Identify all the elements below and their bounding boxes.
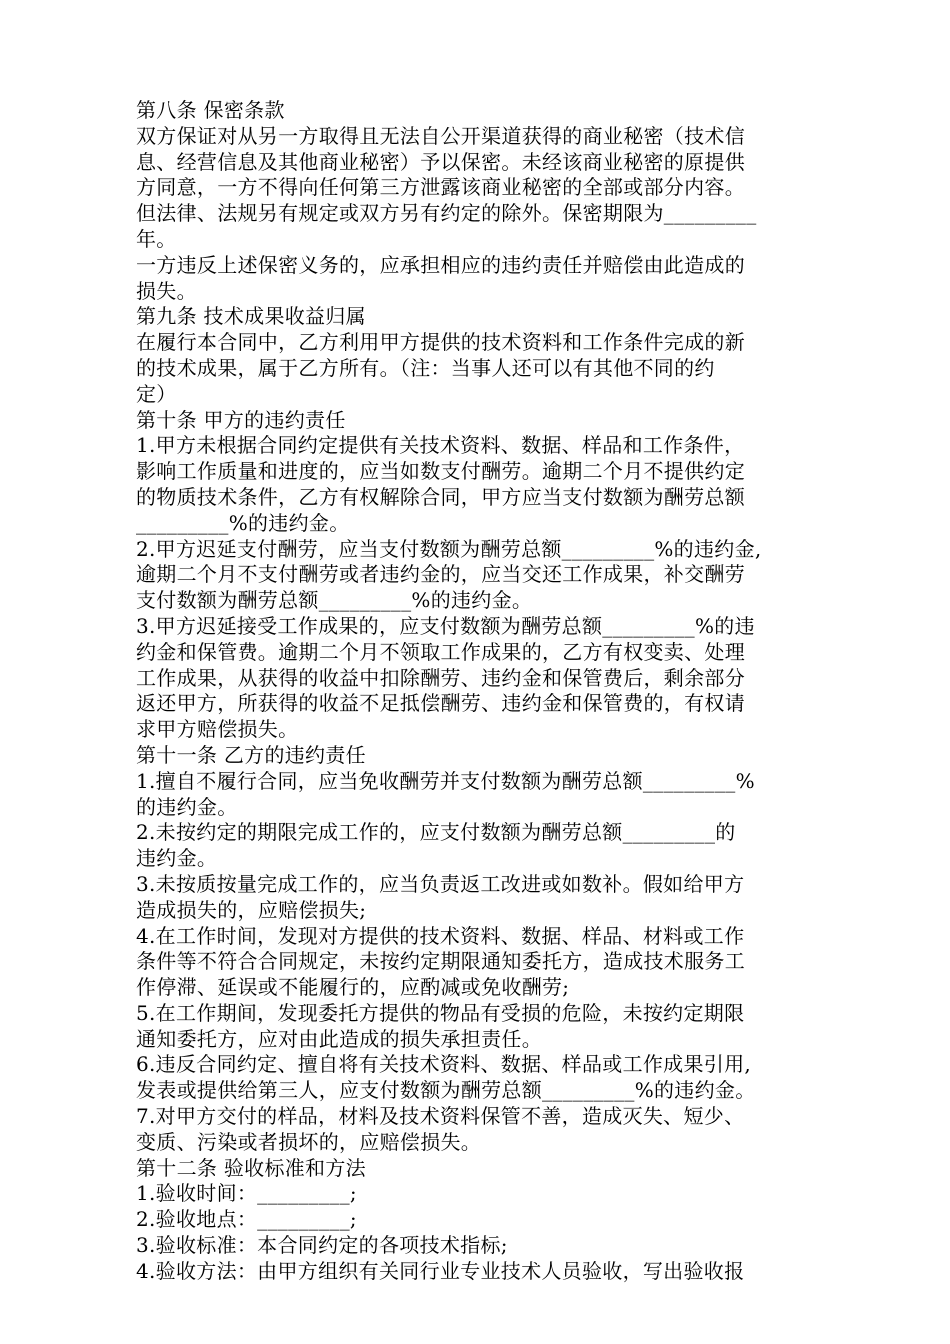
text-line: 逾期二个月不支付酬劳或者违约金的，应当交还工作成果，补交酬劳 bbox=[136, 562, 745, 587]
section-heading: 第十二条 验收标准和方法 bbox=[136, 1155, 366, 1180]
text-line: 4.在工作时间，发现对方提供的技术资料、数据、样品、材料或工作 bbox=[136, 923, 745, 948]
text-line: 条件等不符合合同规定，未按约定期限通知委托方，造成技术服务工 bbox=[136, 949, 745, 974]
text-line: 5.在工作期间，发现委托方提供的物品有受损的危险，未按约定期限 bbox=[136, 1000, 745, 1025]
text-line: 的技术成果，属于乙方所有。（注：当事人还可以有其他不同的约 bbox=[136, 355, 715, 380]
text-line: 返还甲方，所获得的收益不足抵偿酬劳、违约金和保管费的，有权请 bbox=[136, 691, 745, 716]
text-line: 造成损失的，应赔偿损失; bbox=[136, 897, 367, 922]
text-line: 2.未按约定的期限完成工作的，应支付数额为酬劳总额_________的 bbox=[136, 820, 736, 845]
text-line: _________%的违约金。 bbox=[136, 510, 350, 535]
text-line: 1.擅自不履行合同，应当免收酬劳并支付数额为酬劳总额_________% bbox=[136, 768, 755, 793]
text-line: 变质、污染或者损坏的，应赔偿损失。 bbox=[136, 1129, 482, 1154]
text-line: 通知委托方，应对由此造成的损失承担责任。 bbox=[136, 1026, 542, 1051]
text-line: 双方保证对从另一方取得且无法自公开渠道获得的商业秘密（技术信 bbox=[136, 123, 745, 148]
text-line: 发表或提供给第三人，应支付数额为酬劳总额_________%的违约金。 bbox=[136, 1078, 756, 1103]
text-line: 作停滞、延误或不能履行的，应酌减或免收酬劳; bbox=[136, 975, 570, 1000]
text-line: 3.未按质按量完成工作的，应当负责返工改进或如数补。假如给甲方 bbox=[136, 871, 745, 896]
text-line: 定） bbox=[136, 381, 177, 406]
text-line: 3.验收标准：本合同约定的各项技术指标; bbox=[136, 1233, 508, 1258]
text-line: 6.违反合同约定、擅自将有关技术资料、数据、样品或工作成果引用, bbox=[136, 1052, 752, 1077]
text-line: 影响工作质量和进度的，应当如数支付酬劳。逾期二个月不提供约定 bbox=[136, 459, 745, 484]
text-line: 息、经营信息及其他商业秘密）予以保密。未经该商业秘密的原提供 bbox=[136, 149, 745, 174]
text-line: 损失。 bbox=[136, 278, 197, 303]
text-line: 但法律、法规另有规定或双方另有约定的除外。保密期限为_________ bbox=[136, 201, 757, 226]
text-line: 求甲方赔偿损失。 bbox=[136, 717, 299, 742]
section-heading: 第九条 技术成果收益归属 bbox=[136, 304, 366, 329]
section-heading: 第八条 保密条款 bbox=[136, 98, 285, 122]
document-page bbox=[136, 98, 820, 1285]
text-line: 3.甲方迟延接受工作成果的，应支付数额为酬劳总额_________%的违 bbox=[136, 613, 755, 638]
text-line: 1.验收时间：_________; bbox=[136, 1181, 357, 1206]
text-line: 支付数额为酬劳总额_________%的违约金。 bbox=[136, 588, 533, 613]
text-line: 2.验收地点：_________; bbox=[136, 1207, 357, 1232]
text-line: 的违约金。 bbox=[136, 794, 238, 819]
text-line: 约金和保管费。逾期二个月不领取工作成果的，乙方有权变卖、处理 bbox=[136, 639, 745, 664]
text-line: 7.对甲方交付的样品，材料及技术资料保管不善，造成灭失、短少、 bbox=[136, 1104, 745, 1129]
section-heading: 第十条 甲方的违约责任 bbox=[136, 407, 346, 432]
text-line: 2.甲方迟延支付酬劳，应当支付数额为酬劳总额_________%的违约金, bbox=[136, 536, 762, 561]
text-line: 年。 bbox=[136, 226, 177, 251]
section-heading: 第十一条 乙方的违约责任 bbox=[136, 742, 366, 767]
text-line: 的物质技术条件，乙方有权解除合同，甲方应当支付数额为酬劳总额 bbox=[136, 484, 745, 509]
text-line: 违约金。 bbox=[136, 846, 218, 871]
text-line: 工作成果，从获得的收益中扣除酬劳、违约金和保管费后，剩余部分 bbox=[136, 665, 745, 690]
text-line: 1.甲方未根据合同约定提供有关技术资料、数据、样品和工作条件， bbox=[136, 433, 745, 458]
text-line: 4.验收方法：由甲方组织有关同行业专业技术人员验收，写出验收报 bbox=[136, 1258, 745, 1283]
text-line: 在履行本合同中，乙方利用甲方提供的技术资料和工作条件完成的新 bbox=[136, 330, 745, 355]
text-line: 方同意，一方不得向任何第三方泄露该商业秘密的全部或部分内容。 bbox=[136, 175, 745, 200]
text-line: 一方违反上述保密义务的，应承担相应的违约责任并赔偿由此造成的 bbox=[136, 252, 745, 277]
